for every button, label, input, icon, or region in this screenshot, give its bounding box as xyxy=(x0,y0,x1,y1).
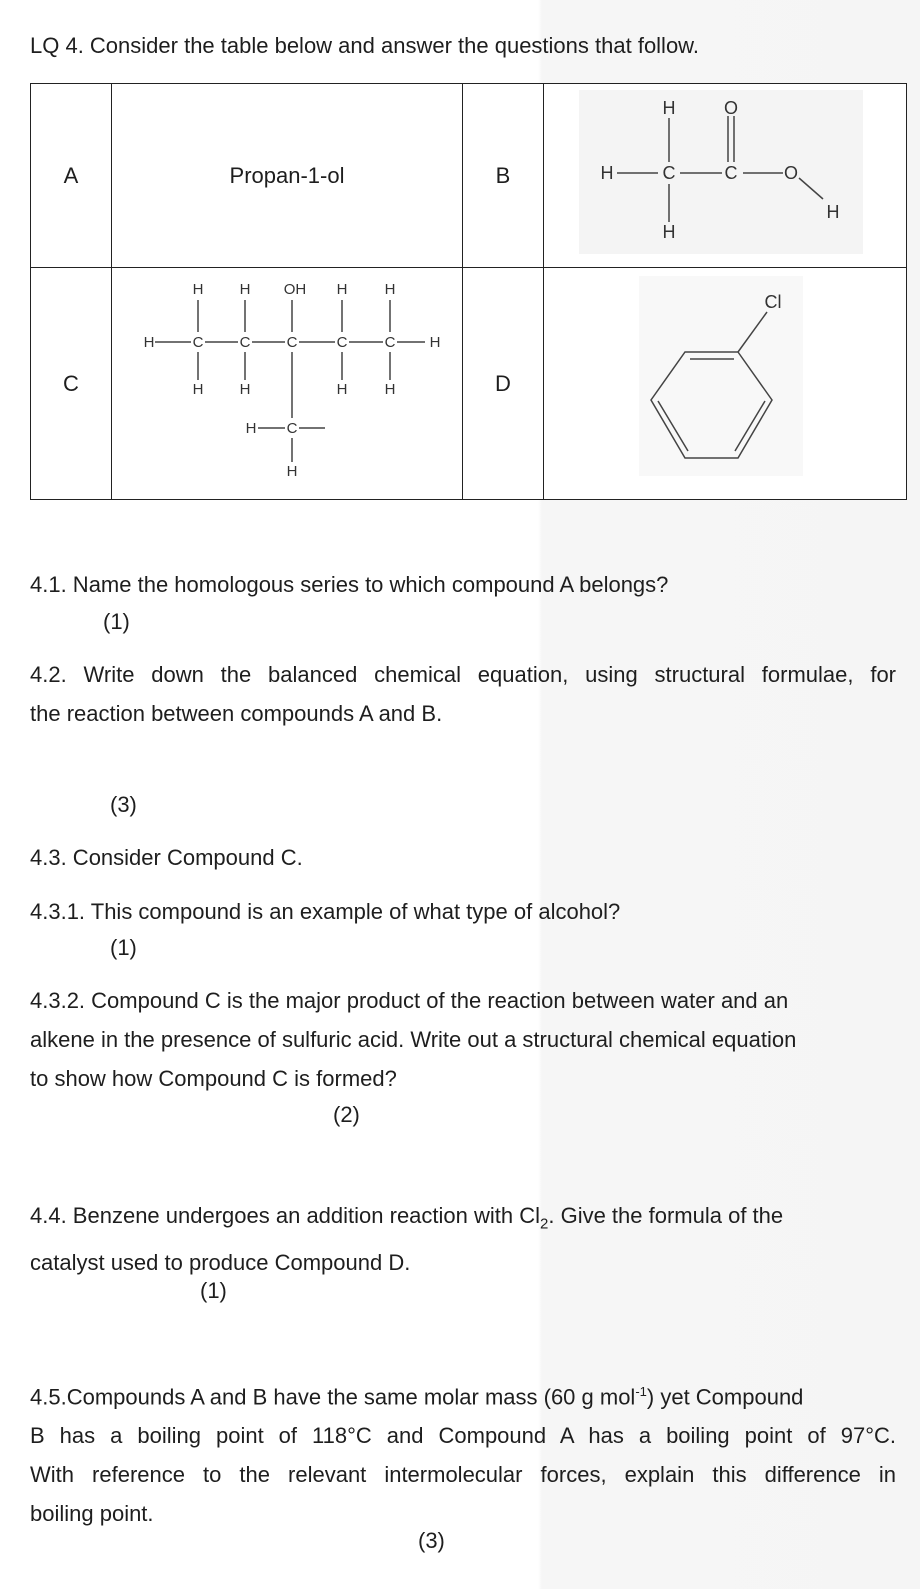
atom-label: H xyxy=(662,221,676,242)
marks-4-1: (1) xyxy=(103,609,130,634)
label-a: A xyxy=(31,84,112,268)
atom-label: H xyxy=(826,201,840,222)
compounds-table xyxy=(30,83,907,500)
atom-label: H xyxy=(239,280,251,298)
table-row xyxy=(31,268,907,500)
question-4-3: 4.3. Consider Compound C. xyxy=(30,845,303,870)
atom-label: H xyxy=(239,380,251,398)
atom-label: H xyxy=(600,162,614,183)
label-c: C xyxy=(31,268,112,500)
table-row xyxy=(31,84,907,268)
question-4-5-line1 xyxy=(30,1372,896,1416)
question-4-5-line3: With reference to the relevant intermolecular forces, explain this difference in xyxy=(30,1462,896,1488)
atom-label: H xyxy=(286,462,298,480)
atom-label: H xyxy=(143,333,155,351)
atom-label: H xyxy=(336,280,348,298)
atom-label: H xyxy=(245,419,257,437)
question-title: LQ 4. Consider the table below and answer the questions that follow. xyxy=(30,33,699,58)
atom-label: C xyxy=(286,419,298,437)
question-4-3-2-line1: 4.3.2. Compound C is the major product of the reaction between water and an xyxy=(30,988,789,1013)
question-4-1: 4.1. Name the homologous series to which compound A belongs? xyxy=(30,572,669,597)
question-4-5-line4: boiling point. xyxy=(30,1501,154,1527)
atom-label: O xyxy=(783,162,799,183)
marks-4-5: (3) xyxy=(418,1528,445,1553)
question-4-3-2-line3: to show how Compound C is formed? xyxy=(30,1066,397,1091)
compound-a-name: Propan-1-ol xyxy=(112,84,463,268)
atom-label: C xyxy=(336,333,348,351)
atom-label: H xyxy=(192,280,204,298)
label-d: D xyxy=(463,268,544,500)
compound-b-structure xyxy=(544,84,907,268)
atom-label: C xyxy=(724,162,738,183)
question-4-3-2-line2: alkene in the presence of sulfuric acid. Write out a structural chemical equation xyxy=(30,1027,797,1052)
chlorobenzene-structural-formula xyxy=(545,270,905,498)
atom-label: O xyxy=(723,97,739,118)
atom-label: H xyxy=(429,333,441,351)
atom-label: H xyxy=(336,380,348,398)
atom-label: C xyxy=(239,333,251,351)
question-4-5-line2: B has a boiling point of 118°C and Compound A has a boiling point of 97°C. xyxy=(30,1423,896,1449)
question-4-2-line2: the reaction between compounds A and B. xyxy=(30,701,443,726)
atom-label: H xyxy=(384,380,396,398)
atom-label: H xyxy=(192,380,204,398)
compound-d-structure xyxy=(544,268,907,500)
atom-label: C xyxy=(384,333,396,351)
question-4-2 xyxy=(30,655,896,733)
subscript: 2 xyxy=(540,1215,549,1233)
question-4-4-line1 xyxy=(30,1196,896,1243)
atom-label: C xyxy=(192,333,204,351)
question-4-4-text: . Give the formula of the xyxy=(548,1203,784,1228)
question-4-5-text xyxy=(30,1372,803,1416)
question-4-5 xyxy=(30,1372,896,1533)
compound-c-structure xyxy=(112,268,463,500)
atom-label: OH xyxy=(283,280,307,298)
question-4-4-text: 4.4. Benzene undergoes an addition reaction with Cl xyxy=(30,1203,541,1228)
atom-label: H xyxy=(384,280,396,298)
atom-label: C xyxy=(662,162,676,183)
question-4-4 xyxy=(30,1196,896,1282)
marks-4-3-2: (2) xyxy=(333,1102,360,1127)
atom-label: H xyxy=(662,97,676,118)
atom-label: Cl xyxy=(764,291,782,312)
marks-4-4: (1) xyxy=(200,1278,227,1303)
alcohol-structural-formula xyxy=(113,270,461,498)
marks-4-3-1: (1) xyxy=(110,935,137,960)
question-4-2-line1: 4.2. Write down the balanced chemical equation, using structural formulae, for xyxy=(30,662,896,687)
atom-label: C xyxy=(286,333,298,351)
question-4-3-2 xyxy=(30,981,896,1098)
label-b: B xyxy=(463,84,544,268)
ethanoic-acid-structural-formula xyxy=(545,86,905,266)
question-4-5-text-a: 4.5.Compounds A and B have the same molar mass (60 g mol xyxy=(30,1384,636,1410)
question-4-3-1: 4.3.1. This compound is an example of what type of alcohol? xyxy=(30,899,621,924)
marks-4-2: (3) xyxy=(110,792,137,817)
superscript: -1 xyxy=(635,1384,647,1399)
question-4-4-line2: catalyst used to produce Compound D. xyxy=(30,1250,411,1276)
question-4-5-text-b: ) yet Compound xyxy=(646,1384,804,1410)
